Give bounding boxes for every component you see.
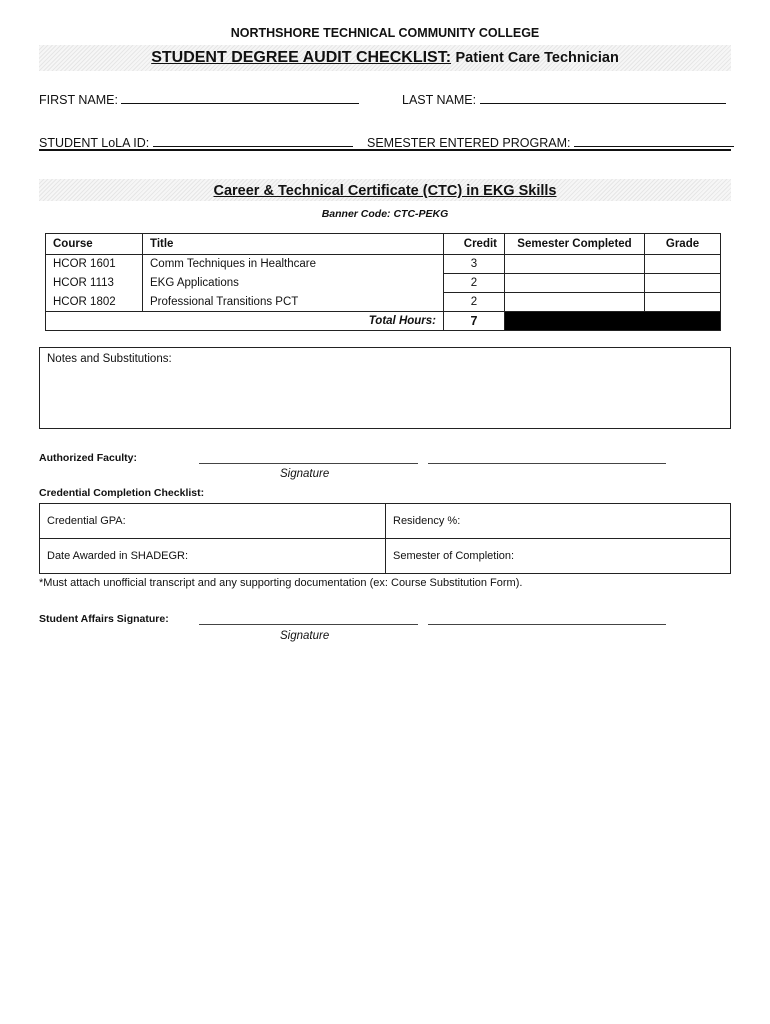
credential-checklist-title: Credential Completion Checklist:	[39, 487, 205, 499]
grade-cell[interactable]	[645, 255, 721, 274]
semester-completion-cell[interactable]	[386, 539, 731, 574]
faculty-date-line[interactable]	[428, 463, 666, 464]
first-name-field[interactable]	[121, 91, 359, 104]
col-semester-completed: Semester Completed	[505, 234, 645, 255]
student-affairs-date-line[interactable]	[428, 624, 666, 625]
certificate-title: Career & Technical Certificate (CTC) in EKG Skills	[39, 179, 731, 201]
page-title: STUDENT DEGREE AUDIT CHECKLIST:	[151, 49, 452, 66]
table-row	[46, 274, 721, 293]
table-row	[46, 255, 721, 274]
student-affairs-label: Student Affairs Signature:	[39, 613, 169, 625]
date-awarded-cell[interactable]	[40, 539, 386, 574]
first-name-label: FIRST NAME:	[39, 93, 118, 107]
course-title: Comm Techniques in Healthcare	[143, 255, 444, 274]
table-row	[40, 539, 731, 574]
college-name: NORTHSHORE TECHNICAL COMMUNITY COLLEGE	[230, 26, 540, 40]
page-title-banner	[39, 45, 731, 71]
col-credit: Credit	[444, 234, 505, 255]
course-credit: 3	[444, 255, 505, 274]
col-title: Title	[143, 234, 444, 255]
first-name-row	[39, 91, 359, 107]
course-credit: 2	[444, 274, 505, 293]
course-title: EKG Applications	[143, 274, 444, 293]
total-row-blackout	[505, 312, 721, 331]
grade-cell[interactable]	[645, 293, 721, 312]
faculty-signature-caption: Signature	[280, 468, 330, 480]
course-code: HCOR 1601	[46, 255, 143, 274]
credential-gpa-label: Credential GPA:	[47, 515, 126, 527]
student-affairs-signature-caption: Signature	[280, 630, 330, 642]
student-affairs-signature-line[interactable]	[199, 624, 418, 625]
total-hours-label: Total Hours:	[46, 312, 444, 331]
notes-label: Notes and Substitutions:	[47, 353, 172, 365]
residency-cell[interactable]	[386, 504, 731, 539]
program-name: Patient Care Technician	[455, 50, 619, 66]
lola-id-row	[39, 134, 353, 150]
semester-completion-label: Semester of Completion:	[393, 550, 515, 562]
last-name-field[interactable]	[480, 91, 726, 104]
semester-entered-row	[367, 134, 734, 150]
course-table	[45, 233, 721, 331]
faculty-signature-line[interactable]	[199, 463, 418, 464]
semester-entered-label: SEMESTER ENTERED PROGRAM:	[367, 136, 571, 150]
semester-completed-cell[interactable]	[505, 274, 645, 293]
authorized-faculty-label: Authorized Faculty:	[39, 452, 138, 464]
course-code: HCOR 1113	[46, 274, 143, 293]
table-row	[46, 293, 721, 312]
course-code: HCOR 1802	[46, 293, 143, 312]
footnote: *Must attach unofficial transcript and any supporting documentation (ex: Course Substitution Form).	[39, 577, 523, 589]
notes-box[interactable]	[39, 347, 731, 429]
course-table-header	[46, 234, 721, 255]
col-grade: Grade	[645, 234, 721, 255]
semester-completed-cell[interactable]	[505, 293, 645, 312]
section-divider	[39, 149, 731, 151]
course-credit: 2	[444, 293, 505, 312]
table-row	[40, 504, 731, 539]
semester-completed-cell[interactable]	[505, 255, 645, 274]
course-title: Professional Transitions PCT	[143, 293, 444, 312]
residency-label: Residency %:	[393, 515, 461, 527]
total-row	[46, 312, 721, 331]
last-name-row	[402, 91, 726, 107]
semester-entered-field[interactable]	[574, 134, 734, 147]
total-hours-value: 7	[444, 312, 505, 331]
credential-gpa-cell[interactable]	[40, 504, 386, 539]
col-course: Course	[46, 234, 143, 255]
last-name-label: LAST NAME:	[402, 93, 477, 107]
lola-id-field[interactable]	[153, 134, 353, 147]
banner-code: Banner Code: CTC-PEKG	[321, 208, 449, 220]
date-awarded-label: Date Awarded in SHADEGR:	[47, 550, 189, 562]
credential-table	[39, 503, 731, 574]
lola-id-label: STUDENT LoLA ID:	[39, 136, 150, 150]
grade-cell[interactable]	[645, 274, 721, 293]
